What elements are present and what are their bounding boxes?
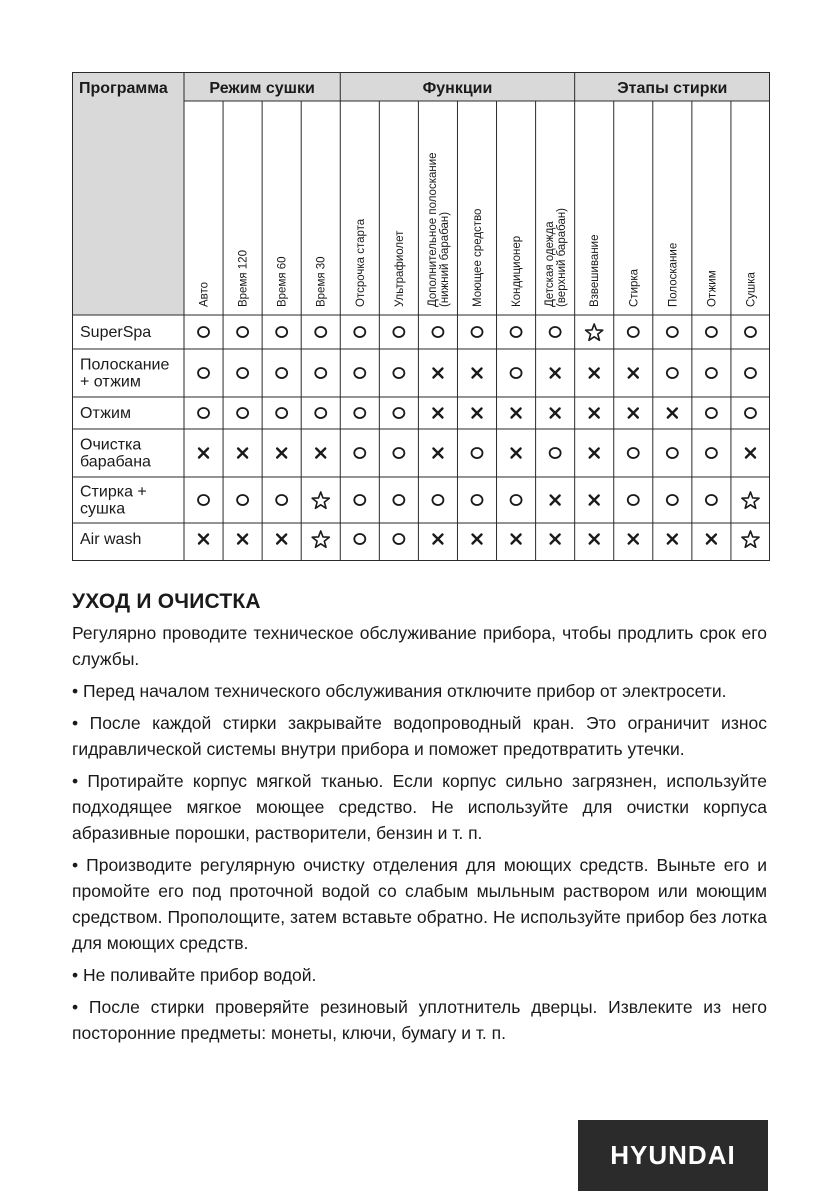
symbol-cross xyxy=(629,535,638,544)
symbol-cross xyxy=(512,535,521,544)
symbol-circle xyxy=(550,448,561,458)
symbol-cross xyxy=(707,535,716,544)
column-label: Ультрафиолет xyxy=(393,230,406,307)
column-label: Отсрочка старта xyxy=(354,218,367,307)
symbol-circle xyxy=(745,327,756,337)
symbol-cross xyxy=(551,496,560,505)
intro-paragraph: Регулярно проводите техническое обслуживание прибора, чтобы продлить срок его службы. xyxy=(72,623,767,669)
symbol-cross xyxy=(551,369,560,378)
row-label: сушка xyxy=(80,500,126,518)
symbol-circle xyxy=(706,408,717,418)
symbol-circle xyxy=(276,495,287,505)
row-label: барабана xyxy=(80,453,151,471)
symbol-circle xyxy=(393,327,404,337)
symbol-circle xyxy=(432,327,443,337)
symbol-cross xyxy=(629,409,638,418)
symbol-star xyxy=(312,492,329,508)
symbol-cross xyxy=(277,449,286,458)
symbol-circle xyxy=(667,368,678,378)
bullet-unplug: • Перед началом технического обслуживания отключите прибор от электросети. xyxy=(72,681,727,701)
row-label: Полоскание xyxy=(80,356,170,374)
symbol-circle xyxy=(511,327,522,337)
bullet-check-seal: • После стирки проверяйте резиновый уплотнитель дверцы. Извлеките из него посторонние предметы: монеты, ключи, бумагу и т. п. xyxy=(72,997,767,1043)
column-label: Стирка xyxy=(628,268,641,307)
symbol-circle xyxy=(315,327,326,337)
group-label: Режим сушки xyxy=(209,80,315,97)
symbol-cross xyxy=(277,535,286,544)
column-label: Дополнительное полоскание xyxy=(426,152,439,307)
symbol-star xyxy=(742,531,759,547)
symbol-circle xyxy=(276,368,287,378)
bullet-no-water: • Не поливайте прибор водой. xyxy=(72,965,317,985)
symbol-circle xyxy=(706,327,717,337)
symbol-circle xyxy=(198,495,209,505)
symbol-circle xyxy=(237,408,248,418)
column-label: (верхний барабан) xyxy=(556,207,569,307)
symbol-circle xyxy=(315,368,326,378)
symbol-cross xyxy=(433,449,442,458)
column-label: Моющее средство xyxy=(472,208,484,307)
symbol-cross xyxy=(668,535,677,544)
symbol-cross xyxy=(238,449,247,458)
symbol-circle xyxy=(667,327,678,337)
symbol-circle xyxy=(198,368,209,378)
symbol-circle xyxy=(315,408,326,418)
logo-text: HYUNDAI xyxy=(610,1140,736,1170)
symbol-circle xyxy=(745,368,756,378)
symbol-cross xyxy=(746,449,755,458)
column-label: Кондиционер xyxy=(511,235,524,307)
symbol-star xyxy=(742,492,759,508)
symbol-cross xyxy=(433,369,442,378)
symbol-cross xyxy=(238,535,247,544)
symbol-circle xyxy=(276,408,287,418)
symbol-circle xyxy=(237,327,248,337)
symbol-circle xyxy=(511,368,522,378)
corner-label: Программа xyxy=(79,80,168,97)
symbol-cross xyxy=(473,369,482,378)
column-label: Время 30 xyxy=(315,256,328,307)
symbol-circle xyxy=(667,448,678,458)
row-label: Отжим xyxy=(80,405,131,422)
symbol-cross xyxy=(512,449,521,458)
symbol-circle xyxy=(432,495,443,505)
symbol-cross xyxy=(668,409,677,418)
group-label: Функции xyxy=(422,80,493,97)
symbol-star xyxy=(312,531,329,547)
section-title: УХОД И ОЧИСТКА xyxy=(72,590,261,613)
symbol-circle xyxy=(706,448,717,458)
symbol-circle xyxy=(237,495,248,505)
symbol-circle xyxy=(550,327,561,337)
symbol-circle xyxy=(354,327,365,337)
symbol-cross xyxy=(590,369,599,378)
symbol-circle xyxy=(198,408,209,418)
bullet-wipe-body: • Протирайте корпус мягкой тканью. Если корпус сильно загрязнен, используйте подходящее мягкое моющее средство. Не используйте для очистки корпуса абразивные порошки, растворители, бензин и т. п. xyxy=(72,771,767,843)
corner-header-bg xyxy=(72,72,184,315)
row-label: + отжим xyxy=(80,373,141,391)
symbol-cross xyxy=(433,535,442,544)
symbol-cross xyxy=(473,535,482,544)
column-label: Взвешивание xyxy=(589,234,602,307)
symbol-circle xyxy=(667,495,678,505)
symbol-cross xyxy=(590,496,599,505)
symbol-circle xyxy=(354,495,365,505)
symbol-star xyxy=(586,324,603,340)
symbol-cross xyxy=(473,409,482,418)
symbol-circle xyxy=(354,408,365,418)
symbol-circle xyxy=(237,368,248,378)
symbol-circle xyxy=(511,495,522,505)
row-label: Стирка + xyxy=(80,483,147,501)
symbol-cross xyxy=(590,449,599,458)
symbol-circle xyxy=(393,495,404,505)
column-label: Авто xyxy=(198,281,211,307)
symbol-circle xyxy=(628,448,639,458)
symbol-circle xyxy=(628,495,639,505)
symbol-circle xyxy=(472,495,483,505)
column-label: Время 60 xyxy=(276,256,289,307)
symbol-circle xyxy=(706,495,717,505)
symbol-circle xyxy=(745,408,756,418)
row-label: Air wash xyxy=(80,531,142,548)
row-label: Очистка xyxy=(80,436,142,454)
symbol-circle xyxy=(628,327,639,337)
symbol-cross xyxy=(199,535,208,544)
symbol-circle xyxy=(393,448,404,458)
symbol-circle xyxy=(706,368,717,378)
hyundai-logo xyxy=(578,1120,768,1191)
symbol-circle xyxy=(354,368,365,378)
column-label: (нижний барабан) xyxy=(438,211,451,307)
column-label: Время 120 xyxy=(237,250,250,307)
symbol-cross xyxy=(433,409,442,418)
symbol-cross xyxy=(551,535,560,544)
symbol-cross xyxy=(590,409,599,418)
symbol-circle xyxy=(198,327,209,337)
symbol-cross xyxy=(629,369,638,378)
column-label: Отжим xyxy=(706,270,719,307)
care-section xyxy=(72,590,767,1052)
symbol-cross xyxy=(512,409,521,418)
symbol-circle xyxy=(393,368,404,378)
column-label: Сушка xyxy=(745,272,758,307)
symbol-circle xyxy=(276,327,287,337)
program-table xyxy=(72,72,770,561)
symbol-circle xyxy=(472,327,483,337)
symbol-circle xyxy=(393,408,404,418)
group-label: Этапы стирки xyxy=(617,80,728,97)
symbol-cross xyxy=(199,449,208,458)
symbol-cross xyxy=(590,535,599,544)
symbol-circle xyxy=(472,448,483,458)
row-label: SuperSpa xyxy=(80,324,152,341)
symbol-circle xyxy=(354,448,365,458)
column-label: Полоскание xyxy=(667,242,680,307)
bullet-clean-dispenser: • Производите регулярную очистку отделения для моющих средств. Выньте его и промойте его под проточной водой со слабым мыльным раствором или моющим средством. Прополощите, затем вставьте обратно. Не используйте прибор без лотка для моющих средств. xyxy=(72,855,767,953)
symbol-cross xyxy=(551,409,560,418)
bullet-close-tap: • После каждой стирки закрывайте водопроводный кран. Это ограничит износ гидравлической системы внутри прибора и поможет предотвратить утечки. xyxy=(72,713,767,759)
column-label: Детская одежда xyxy=(544,221,557,307)
symbol-cross xyxy=(316,449,325,458)
symbol-circle xyxy=(354,534,365,544)
symbol-circle xyxy=(393,534,404,544)
